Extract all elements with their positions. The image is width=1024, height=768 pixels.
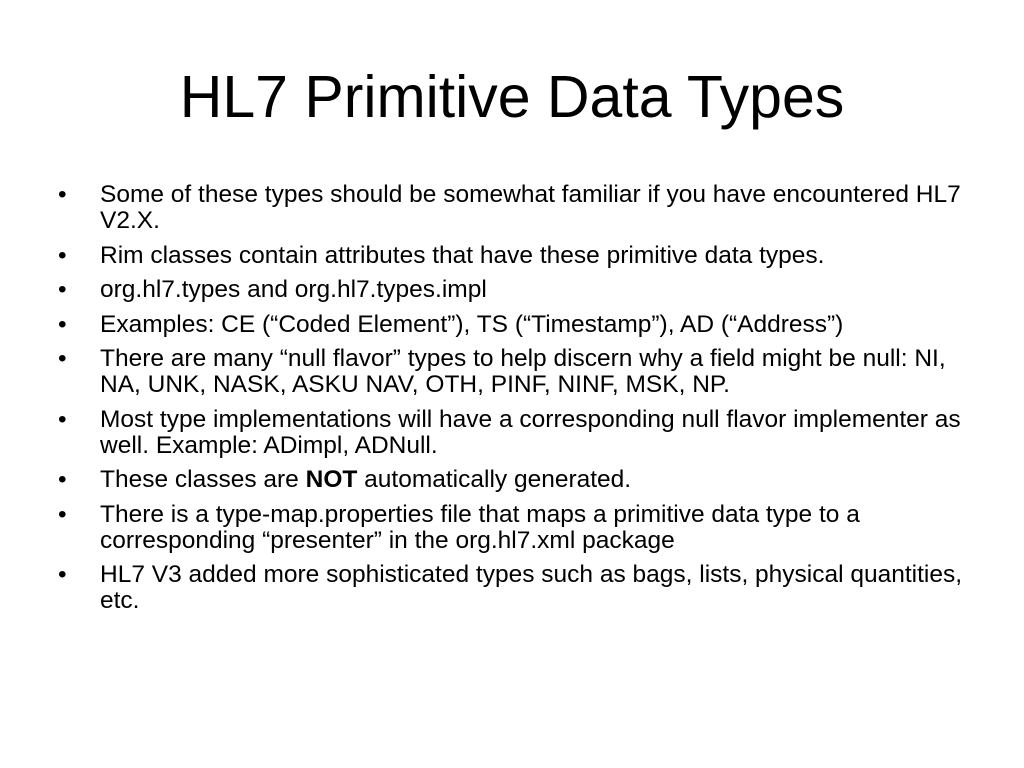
bullet-dot-icon: •: [58, 181, 67, 208]
bullet-text-after: automatically generated.: [357, 466, 632, 493]
bullet-text: There are many “null flavor” types to help discern why a field might be null: NI, NA, UNK, NASK, ASKU NAV, OTH, PINF, NINF, MSK, NP.: [100, 345, 946, 398]
bullet-dot-icon: •: [58, 500, 67, 528]
bullet-text: [100, 466, 631, 493]
bullet-item: [58, 182, 988, 234]
bullet-item: [58, 502, 988, 554]
bullet-dot-icon: •: [58, 310, 67, 338]
bullet-item: [58, 562, 988, 614]
bullet-item: [58, 277, 988, 303]
bullet-dot-icon: •: [58, 561, 67, 588]
bullet-text: Examples: CE (“Coded Element”), TS (“Timestamp”), AD (“Address”): [100, 310, 844, 338]
slide-title: HL7 Primitive Data Types: [179, 64, 845, 130]
bullet-text: There is a type-map.properties file that maps a primitive data type to a corresponding “presenter” in the org.hl7.xml package: [100, 500, 860, 554]
bullet-item: [58, 346, 988, 398]
bullet-text: Some of these types should be somewhat familiar if you have encountered HL7 V2.X.: [100, 181, 961, 234]
bullet-text: Most type implementations will have a corresponding null flavor implementer as well. Example: ADimpl, ADNull.: [100, 405, 961, 459]
bullet-dot-icon: •: [58, 466, 67, 493]
bullet-text: HL7 V3 added more sophisticated types such as bags, lists, physical quantities, etc.: [100, 561, 963, 614]
bullet-dot-icon: •: [58, 405, 67, 433]
bullet-item: [58, 312, 988, 338]
bullet-dot-icon: •: [58, 345, 67, 372]
bullet-list: [58, 182, 988, 623]
bullet-item: [58, 243, 988, 269]
bullet-text-before: These classes are: [100, 466, 306, 493]
bullet-text: Rim classes contain attributes that have these primitive data types.: [100, 241, 825, 269]
bullet-item: [58, 467, 988, 493]
bullet-dot-icon: •: [58, 241, 67, 269]
bullet-text-bold: NOT: [305, 466, 358, 493]
bullet-dot-icon: •: [58, 276, 67, 303]
bullet-item: [58, 407, 988, 459]
bullet-text: org.hl7.types and org.hl7.types.impl: [100, 276, 487, 303]
